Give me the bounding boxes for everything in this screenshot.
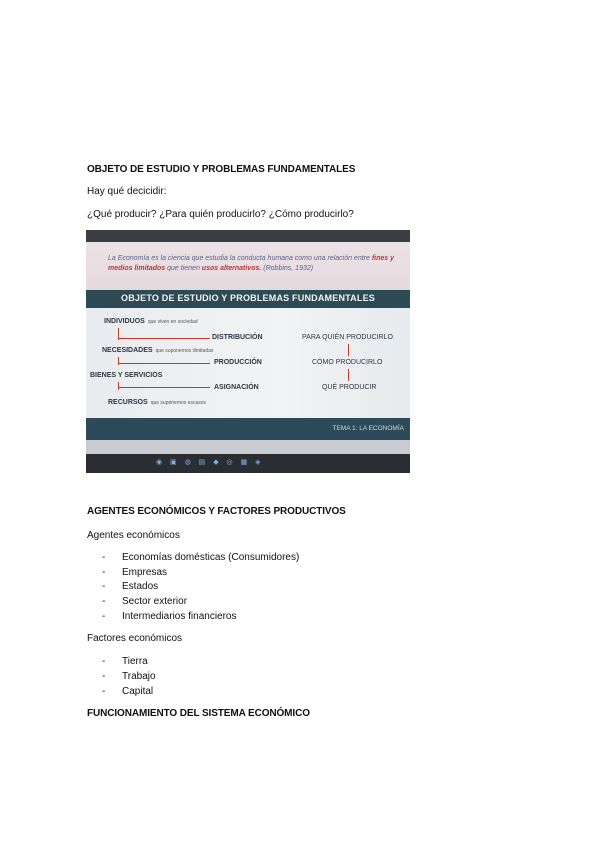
section-heading-agentes: AGENTES ECONÓMICOS Y FACTORES PRODUCTIVOS (87, 506, 346, 517)
slide-como: CÓMO PRODUCIRLO (312, 359, 383, 366)
list-item: - Economías domésticas (Consumidores) (102, 552, 300, 563)
slide-title: OBJETO DE ESTUDIO Y PROBLEMAS FUNDAMENTALES (121, 293, 375, 303)
label-agentes: Agentes económicos (87, 530, 180, 541)
slide-necesidades: NECESIDADES que suponemos ilimitadas (102, 347, 214, 354)
slide-produccion: PRODUCCIÓN (214, 359, 262, 366)
list-item: - Empresas (102, 567, 168, 578)
slide-distribucion: DISTRIBUCIÓN (212, 334, 263, 341)
slide-footer-text: TEMA 1: LA ECONOMÍA (332, 425, 404, 432)
connector-5 (118, 382, 119, 390)
list-item: - Tierra (102, 656, 148, 667)
list-item: - Sector exterior (102, 596, 188, 607)
list-item: - Estados (102, 581, 159, 592)
slide-bienes: BIENES Y SERVICIOS (90, 372, 163, 379)
connector-7 (348, 344, 349, 356)
slide-que: QUÉ PRODUCIR (322, 384, 377, 391)
list-item: - Capital (102, 686, 154, 697)
photo-download-bar (86, 440, 410, 454)
label-factores: Factores económicos (87, 633, 183, 644)
slide-asignacion: ASIGNACIÓN (214, 384, 259, 391)
slide-individuos: INDIVIDUOS que viven en sociedad (104, 318, 198, 325)
connector-6 (118, 387, 210, 388)
photo-top-bar (86, 230, 410, 242)
slide-photo (86, 230, 410, 473)
section-heading-funcionamiento: FUNCIONAMIENTO DEL SISTEMA ECONÓMICO (87, 708, 310, 719)
slide-para-quien: PARA QUIÉN PRODUCIRLO (302, 334, 393, 341)
slide-quote: La Economía es la ciencia que estudia la conducta humana como una relación entre fines y medios limitados que tienen usos alternativos. (Robbins, 1932) (108, 255, 395, 272)
list-item: - Intermediarios financieros (102, 611, 237, 622)
slide-recursos: RECURSOS que suponemos escasos (108, 399, 206, 406)
taskbar-icons: ◉ ▣ ◍ ▤ ◆ ◎ ▦ ◈ (156, 459, 264, 466)
connector-8 (348, 369, 349, 381)
text-hay-que-decidir: Hay qué decicidir: (87, 186, 167, 197)
connector-2 (118, 338, 210, 339)
connector-4 (118, 363, 210, 364)
section-heading-objeto: OBJETO DE ESTUDIO Y PROBLEMAS FUNDAMENTALES (87, 164, 356, 175)
list-item: - Trabajo (102, 671, 156, 682)
text-preguntas: ¿Qué producir? ¿Para quién producirlo? ¿Cómo producirlo? (87, 209, 354, 220)
